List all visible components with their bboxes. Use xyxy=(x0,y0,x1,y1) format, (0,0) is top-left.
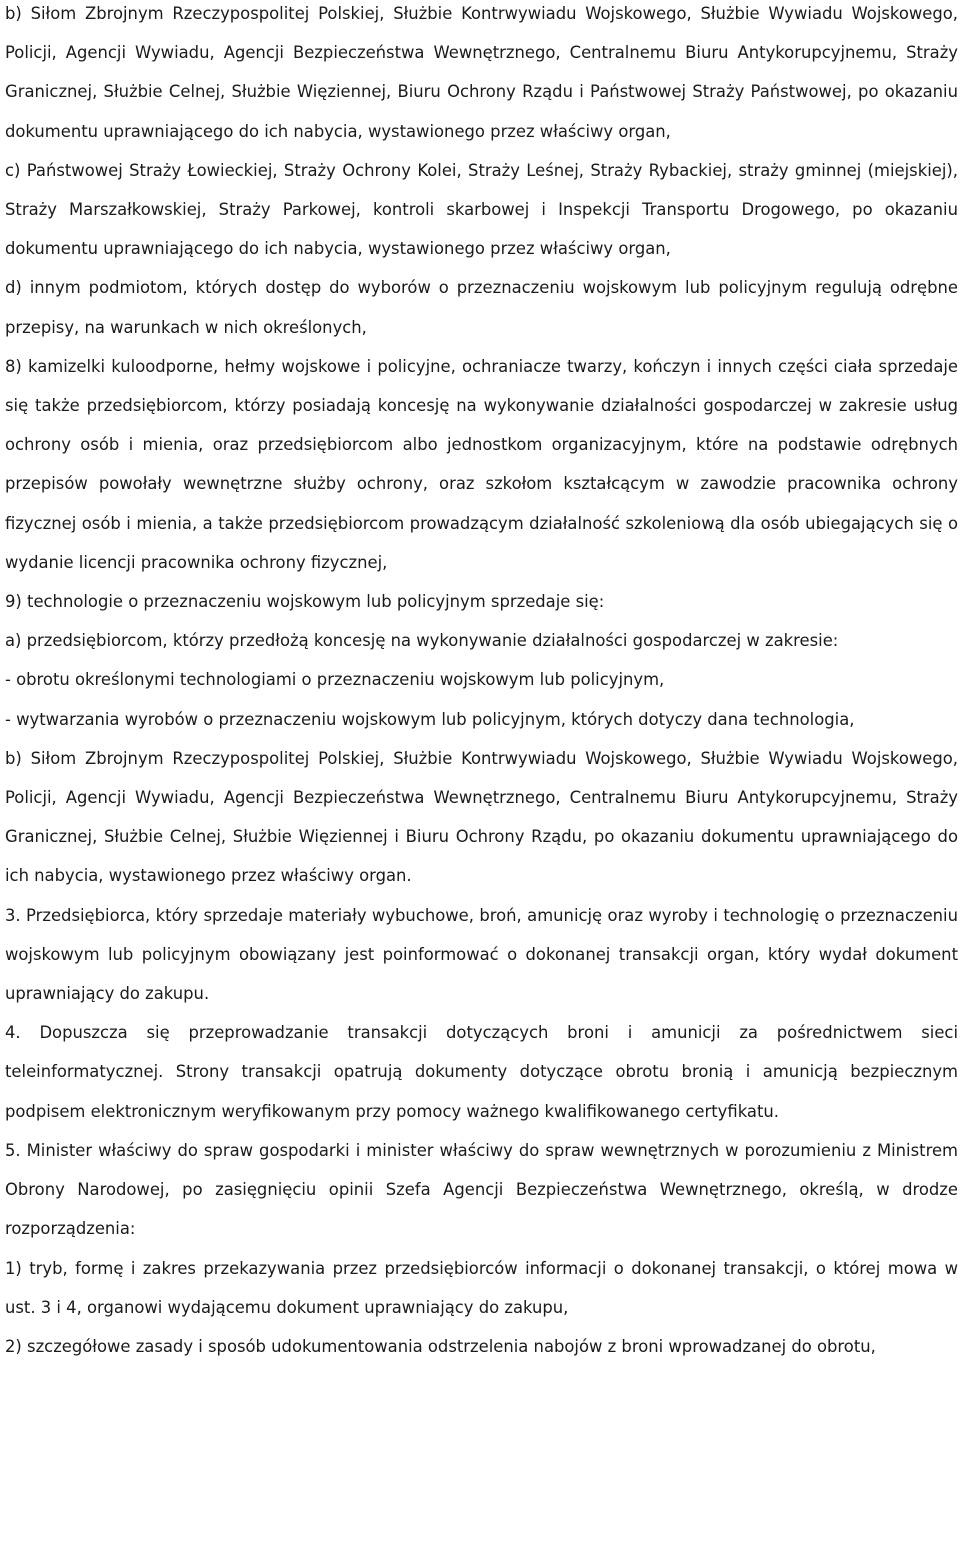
paragraph-3-reporting: 3. Przedsiębiorca, który sprzedaje materiały wybuchowe, broń, amunicję oraz wyroby i technologię o przeznaczeniu wojskowym lub policyjnym obowiązany jest poinformować o dokonanej transakcji organ, który wydał dokument uprawniający do zakupu. xyxy=(5,905,958,1004)
paragraph-b-services: b) Siłom Zbrojnym Rzeczypospolitej Polskiej, Służbie Kontrwywiadu Wojskowego, Służbie Wywiadu Wojskowego, Policji, Agencji Wywiadu, Agencji Bezpieczeństwa Wewnętrznego, Centralnemu Biuru Antykorupcyjnemu, Straży Granicznej, Służbie Celnej, Służbie Więziennej, Biuru Ochrony Rządu i Państwowej Straży Państwowej, po okazaniu dokumentu uprawniającego do ich nabycia, wystawionego przez właściwy organ, xyxy=(5,4,958,141)
paragraph-4-electronic: 4. Dopuszcza się przeprowadzanie transakcji dotyczących broni i amunicji za pośrednictwem sieci teleinformatycznej. Strony transakcji opatrują dokumenty dotyczące obrotu bronią i amunicją bezpiecznym podpisem elektronicznym weryfikowanym przy pomocy ważnego kwalifikowanego certyfikatu. xyxy=(5,1023,958,1121)
paragraph-8-body-armor: 8) kamizelki kuloodporne, hełmy wojskowe i policyjne, ochraniacze twarzy, kończyn i innych części ciała sprzedaje się także przedsiębiorcom, którzy posiadają koncesję na wykonywanie działalności gospodarczej w zakresie usług ochrony osób i mienia, oraz przedsiębiorcom albo jednostkom organizacyjnym, które na podstawie odrębnych przepisów powołały wewnętrzne służby ochrony, oraz szkołom kształcącym w zawodzie pracownika ochrony fizycznej osób i mienia, a także przedsiębiorcom prowadzącym działalność szkoleniową dla osób ubiegających się o wydanie licencji pracownika ochrony fizycznej, xyxy=(5,356,958,572)
paragraph-5-2-rules: 2) szczegółowe zasady i sposób udokumentowania odstrzelenia nabojów z broni wprowadzanej do obrotu, xyxy=(5,1336,876,1356)
paragraph-9a-entrepreneurs: a) przedsiębiorcom, którzy przedłożą koncesję na wykonywanie działalności gospodarczej w zakresie: xyxy=(5,631,839,651)
paragraph-5-regulation: 5. Minister właściwy do spraw gospodarki i minister właściwy do spraw wewnętrznych w porozumieniu z Ministrem Obrony Narodowej, po zasięgnięciu opinii Szefa Agencji Bezpieczeństwa Wewnętrznego, określą, w drodze rozporządzenia: xyxy=(5,1140,958,1239)
paragraph-c-guards: c) Państwowej Straży Łowieckiej, Straży Ochrony Kolei, Straży Leśnej, Straży Rybackiej, straży gminnej (miejskiej), Straży Marszałkowskiej, Straży Parkowej, kontroli skarbowej i Inspekcji Transportu Drogowego, po okazaniu dokumentu uprawniającego do ich nabycia, wystawionego przez właściwy organ, xyxy=(5,160,958,259)
paragraph-d-other-entities: d) innym podmiotom, których dostęp do wyborów o przeznaczeniu wojskowym lub policyjnym regulują odrębne przepisy, na warunkach w nich określonych, xyxy=(5,278,958,337)
paragraph-5-1-procedure: 1) tryb, formę i zakres przekazywania przez przedsiębiorców informacji o dokonanej transakcji, o której mowa w ust. 3 i 4, organowi wydającemu dokument uprawniający do zakupu, xyxy=(5,1258,958,1317)
paragraph-dash-manufacture: - wytwarzania wyrobów o przeznaczeniu wojskowym lub policyjnym, których dotyczy dana technologia, xyxy=(5,709,855,729)
paragraph-dash-trade: - obrotu określonymi technologiami o przeznaczeniu wojskowym lub policyjnym, xyxy=(5,670,665,690)
paragraph-9b-services: b) Siłom Zbrojnym Rzeczypospolitej Polskiej, Służbie Kontrwywiadu Wojskowego, Służbie Wywiadu Wojskowego, Policji, Agencji Wywiadu, Agencji Bezpieczeństwa Wewnętrznego, Centralnemu Biuru Antykorupcyjnemu, Straży Granicznej, Służbie Celnej, Służbie Więziennej i Biuru Ochrony Rządu, po okazaniu dokumentu uprawniającego do ich nabycia, wystawionego przez właściwy organ. xyxy=(5,748,958,886)
paragraph-9-technologies: 9) technologie o przeznaczeniu wojskowym lub policyjnym sprzedaje się: xyxy=(5,592,605,612)
